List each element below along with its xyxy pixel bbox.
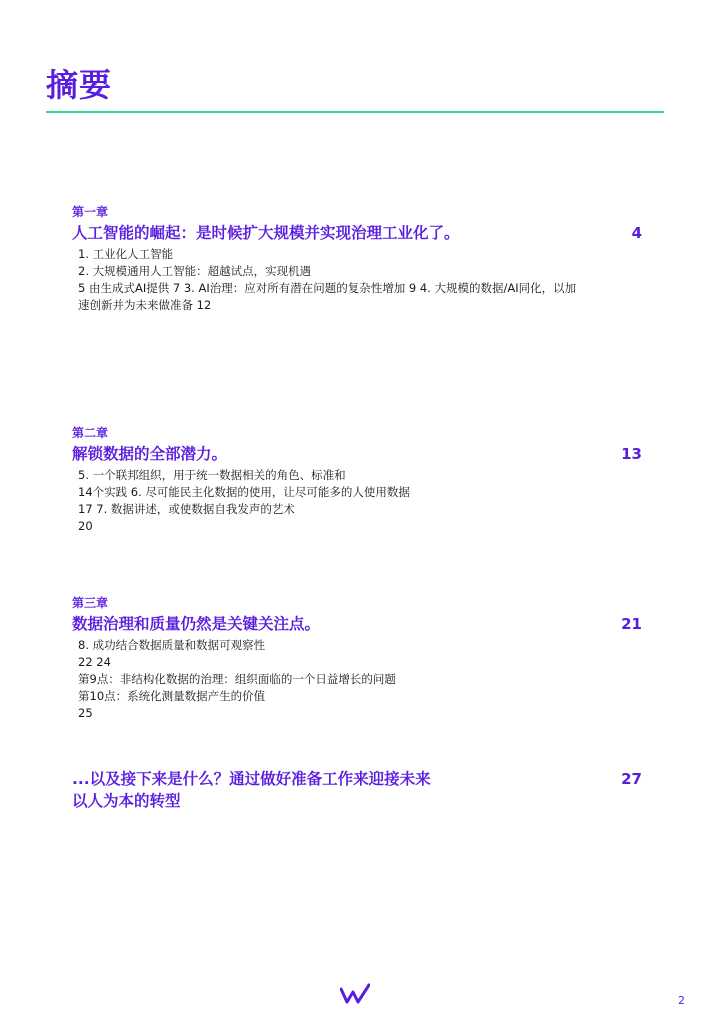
toc-entry[interactable]: 1. 工业化人工智能	[78, 247, 174, 261]
toc-page-number: 13	[621, 445, 642, 463]
toc-page-number: 27	[621, 770, 642, 788]
toc-heading-block	[72, 768, 431, 812]
toc-section-1	[72, 204, 642, 314]
toc-entry[interactable]: 14个实践 6. 尽可能民主化数据的使用，让尽可能多的人使用数据	[78, 485, 410, 499]
toc-entry[interactable]: 第10点：系统化测量数据产生的价值	[78, 689, 266, 703]
toc-entry[interactable]: 8. 成功结合数据质量和数据可观察性	[78, 638, 266, 652]
toc-heading[interactable]: 数据治理和质量仍然是关键关注点。	[72, 615, 321, 633]
toc-entry[interactable]: 25	[78, 706, 93, 720]
toc-heading-row[interactable]	[72, 613, 642, 635]
toc-entry[interactable]: 22 24	[78, 655, 111, 669]
toc-heading[interactable]: ...以及接下来是什么？通过做好准备工作来迎接未来	[72, 770, 431, 788]
toc-entry[interactable]: 5 由生成式AI提供 7 3. AI治理：应对所有潜在问题的复杂性增加 9 4. 大规模的数据/AI同化，以加	[78, 281, 577, 295]
toc-page-number: 21	[621, 615, 642, 633]
page-title: 摘要	[46, 66, 113, 104]
toc-page-number: 4	[631, 224, 642, 242]
toc-section-2	[72, 425, 642, 535]
toc-entries	[72, 637, 642, 722]
toc-entry[interactable]: 第9点：非结构化数据的治理：组织面临的一个日益增长的问题	[78, 672, 396, 686]
wavestone-w-logo-icon	[340, 983, 370, 1005]
page-number: 2	[678, 994, 685, 1007]
toc-entries	[72, 467, 642, 535]
toc-heading[interactable]: 解锁数据的全部潜力。	[72, 445, 228, 463]
toc-entry[interactable]: 5. 一个联邦组织，用于统一数据相关的角色、标准和	[78, 468, 346, 482]
toc-heading[interactable]: 人工智能的崛起：是时候扩大规模并实现治理工业化了。	[72, 224, 460, 242]
toc-entry[interactable]: 速创新并为未来做准备 12	[78, 298, 212, 312]
toc-section-4	[72, 766, 642, 812]
toc-entries	[72, 246, 642, 314]
toc-entry[interactable]: 20	[78, 519, 93, 533]
chapter-label: 第一章	[72, 205, 109, 219]
toc-section-3	[72, 595, 642, 722]
toc-heading-row[interactable]	[72, 222, 642, 244]
toc-entry[interactable]: 17 7. 数据讲述，或使数据自我发声的艺术	[78, 502, 295, 516]
toc-heading-row[interactable]	[72, 443, 642, 465]
toc-heading-continued[interactable]: 以人为本的转型	[72, 792, 181, 810]
toc-heading-row[interactable]	[72, 768, 642, 812]
toc-entry[interactable]: 2. 大规模通用人工智能：超越试点，实现机遇	[78, 264, 312, 278]
chapter-label: 第三章	[72, 596, 109, 610]
title-divider	[46, 111, 664, 113]
chapter-label: 第二章	[72, 426, 109, 440]
